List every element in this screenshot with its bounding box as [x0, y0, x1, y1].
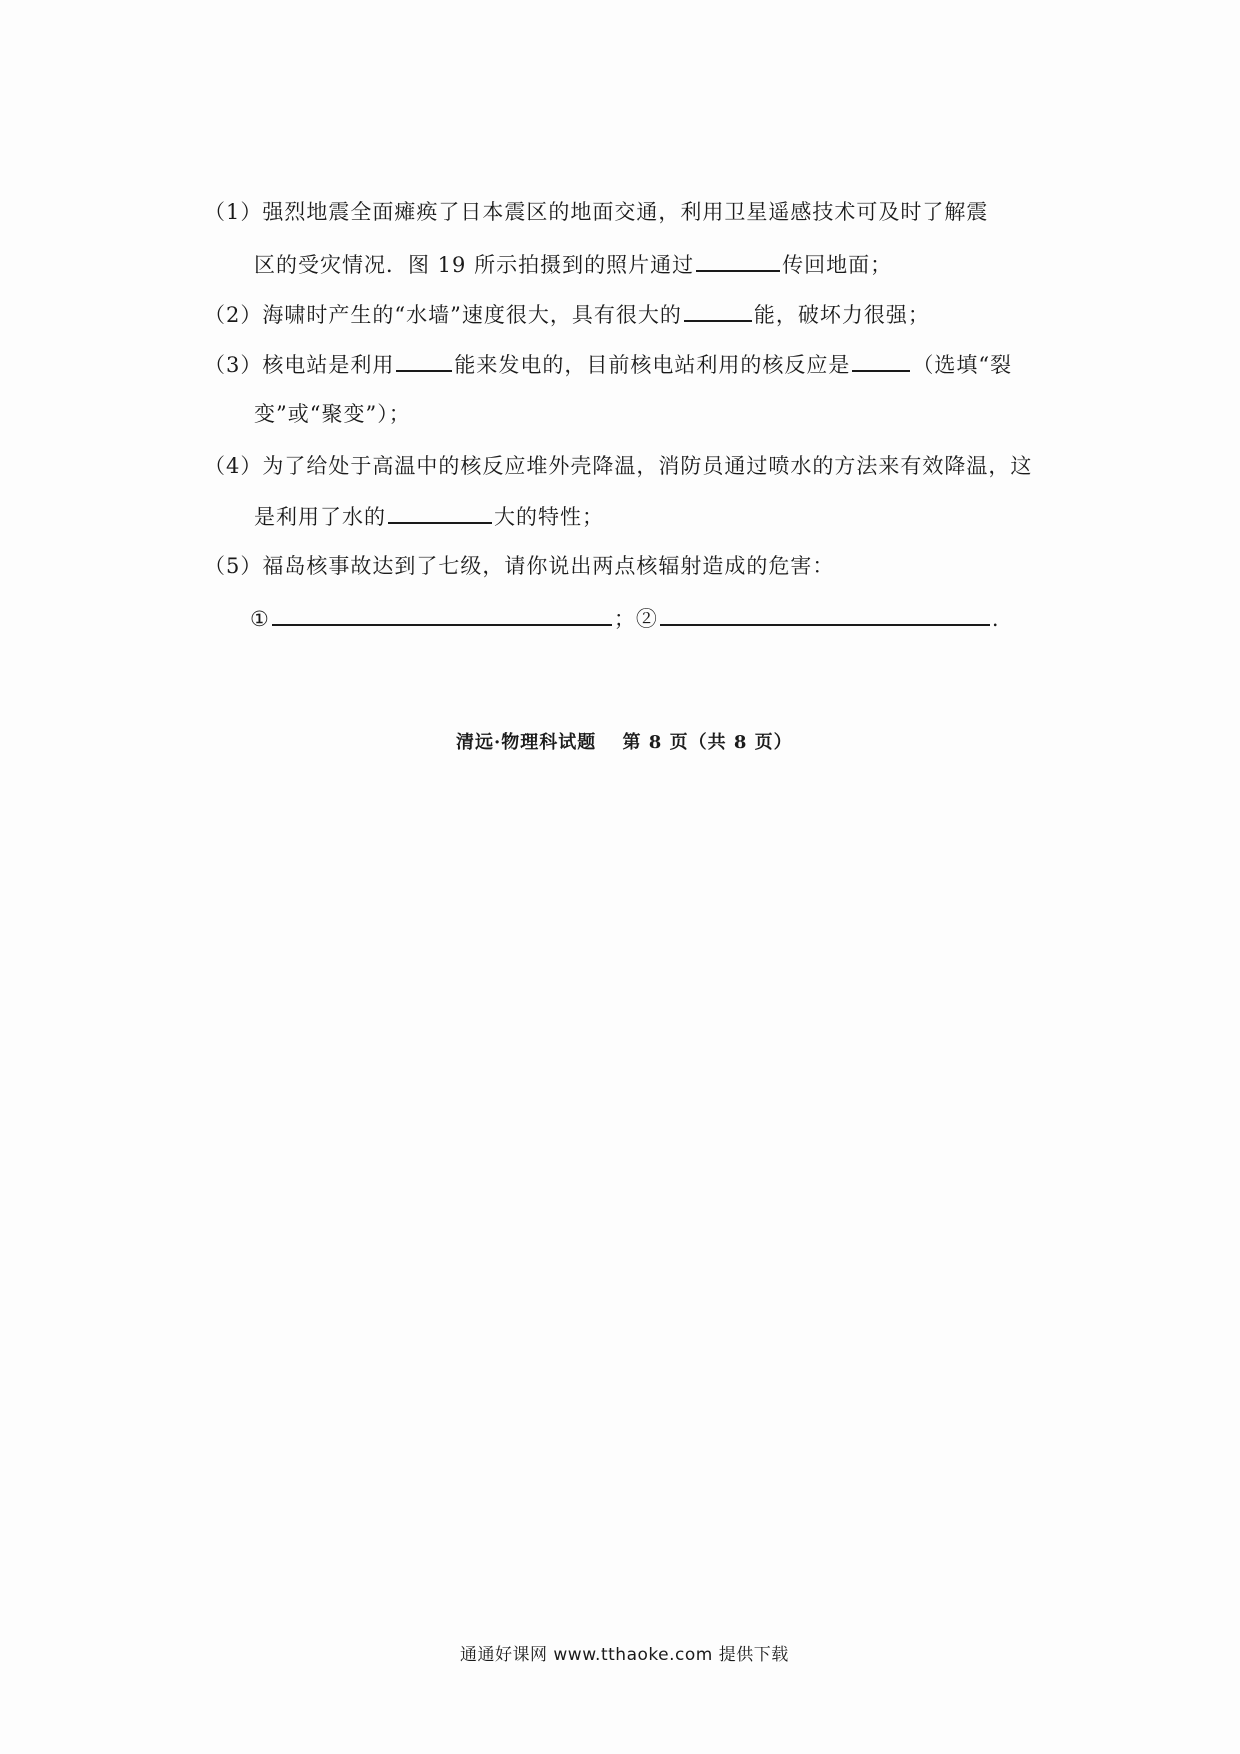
answer-blank-4[interactable] — [852, 350, 910, 372]
source-line: 通通好课网 www.tthaoke.com 提供下载 — [460, 1645, 789, 1665]
question-1-line-2: 区的受灾情况．图 19 所示拍摄到的照片通过 传回地面； — [254, 250, 892, 279]
answer-blank-6[interactable] — [272, 604, 612, 626]
page-footer: 清远·物理科试题 第 8 页（共 8 页） — [456, 732, 793, 753]
question-5-line-2: ① ；② . — [250, 604, 1000, 633]
question-3-line-2: 变”或“聚变”）； — [254, 402, 411, 426]
answer-blank-3[interactable] — [396, 350, 452, 372]
question-2-line-1: （2）海啸时产生的“水墙”速度很大，具有很大的 能，破坏力很强； — [204, 300, 930, 329]
question-4-line-1: （4）为了给处于高温中的核反应堆外壳降温，消防员通过喷水的方法来有效降温，这 — [204, 454, 1033, 478]
question-5-line-1: （5）福岛核事故达到了七级，请你说出两点核辐射造成的危害： — [204, 554, 835, 578]
answer-blank-5[interactable] — [388, 502, 492, 524]
answer-blank-2[interactable] — [684, 300, 752, 322]
answer-blank-1[interactable] — [696, 250, 780, 272]
question-4-line-2: 是利用了水的 大的特性； — [254, 502, 604, 531]
question-3-line-1: （3）核电站是利用 能来发电的，目前核电站利用的核反应是 （选填“裂 — [204, 350, 1012, 379]
answer-blank-7[interactable] — [660, 604, 990, 626]
question-1-line-1: （1）强烈地震全面瘫痪了日本震区的地面交通，利用卫星遥感技术可及时了解震 — [204, 200, 989, 224]
